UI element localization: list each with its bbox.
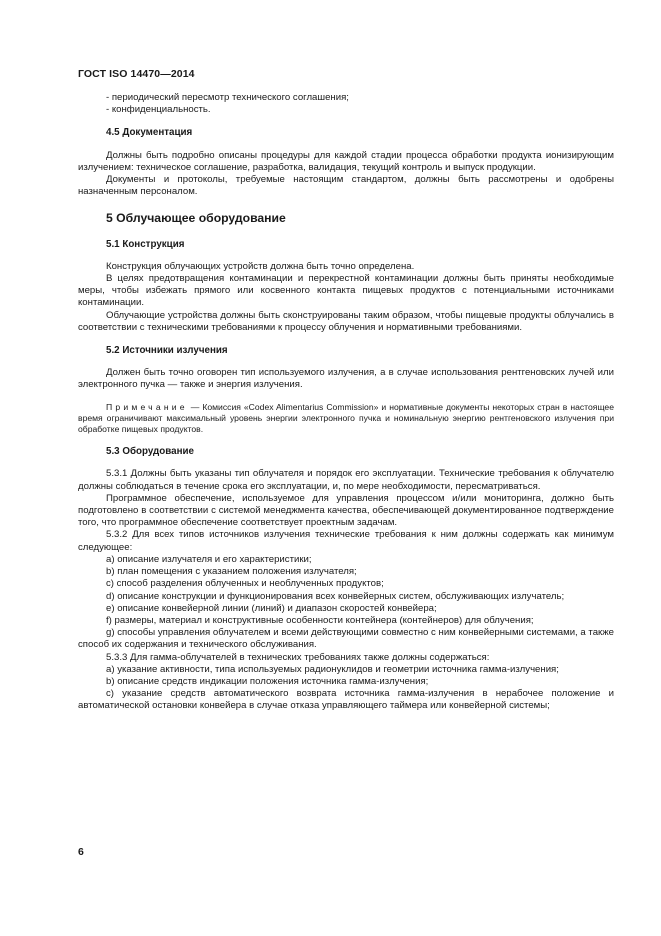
list-item: d) описание конструкции и функционирования всех конвейерных систем, обслуживающих излучатель; [106, 590, 565, 602]
list-item: f) размеры, материал и конструктивные особенности контейнера (контейнеров) для облучения; [106, 614, 534, 626]
list-item: b) план помещения с указанием положения излучателя; [106, 566, 357, 578]
paragraph: В целях предотвращения контаминации и перекрестной контаминации должны быть приняты необходимые меры, чтобы избежать прямого или косвенного контакта пищевых продуктов с потенциальными источниками контаминации. [78, 273, 614, 309]
section-heading-4-5: 4.5 Документация [106, 127, 193, 139]
list-item: - периодический пересмотр технического соглашения; [106, 92, 349, 103]
list-item: b) описание средств индикации положения источника гамма-излучения; [106, 675, 429, 687]
note-text: — Комиссия «Codex Alimentarius Commission» и нормативные документы некоторых стран в настоящее время ограничивают максимальный уровень энергии электронного пучка и номинальную энергию рентгеновского излучения при обработке пищевых продуктов. [78, 401, 614, 435]
paragraph: Программное обеспечение, используемое для управления процессом и/или мониторинга, должно быть подготовлено в соответствии с системой менеджмента качества, обеспечивающей документированное подтверждение того, что программное обеспечение соответствует проектным задачам. [78, 492, 614, 529]
paragraph: Облучающие устройства должны быть сконструированы таким образом, чтобы пищевые продукты облучались в соответствии с техническими требованиями к процессу облучения и нормативными требованиями. [78, 309, 614, 333]
list-item: c) способ разделения облученных и необлученных продуктов; [106, 578, 384, 590]
page-number: 6 [78, 846, 84, 858]
list-item: e) описание конвейерной линии (линий) и диапазон скоростей конвейера; [106, 602, 437, 614]
page-content [78, 92, 614, 713]
paragraph: Документы и протоколы, требуемые настоящим стандартом, должны быть рассмотрены и одобрены назначенным персоналом. [78, 174, 614, 198]
list-item: a) описание излучателя и его характеристики; [106, 553, 312, 565]
document-header: ГОСТ ISO 14470—2014 [78, 68, 195, 80]
list-item: g) способы управления облучателем и всеми действующими совместно с ним конвейерными системами, а также способ их содержания и технического обслуживания. [78, 627, 614, 651]
list-item: - конфиденциальность. [106, 104, 211, 116]
paragraph: 5.3.2 Для всех типов источников излучения технические требования к ним должны содержать как минимум следующее: [78, 529, 614, 553]
section-heading-5: 5 Облучающее оборудование [106, 211, 286, 226]
section-heading-5-3: 5.3 Оборудование [106, 446, 194, 458]
paragraph: Должен быть точно оговорен тип используемого излучения, а в случае использования рентгеновских лучей или электронного пучка — также и энергия излучения. [78, 367, 614, 391]
paragraph: 5.3.3 Для гамма-облучателей в технических требованиях также должны содержаться: [106, 651, 490, 663]
paragraph: Конструкция облучающих устройств должна быть точно определена. [106, 260, 415, 272]
section-heading-5-2: 5.2 Источники излучения [106, 345, 228, 357]
section-heading-5-1: 5.1 Конструкция [106, 238, 185, 250]
list-item: c) указание средств автоматического возврата источника гамма-излучения в нерабочее положение и автоматической остановки конвейера в случае отказа управляющего таймера или конвейерной системы; [78, 688, 614, 712]
paragraph: 5.3.1 Должны быть указаны тип облучателя и порядок его эксплуатации. Технические требования к облучателю должны соблюдаться в течение срока его эксплуатации, и, по мере необходимости, пересматриваться. [78, 468, 614, 492]
note [78, 402, 614, 436]
note-label: Примечание [106, 401, 188, 412]
paragraph: Должны быть подробно описаны процедуры для каждой стадии процесса обработки продукта ионизирующим излучением: техническое соглашение, разработка, валидация, текущий контроль и выпуск продукции. [78, 149, 614, 173]
list-item: a) указание активности, типа используемых радионуклидов и геометрии источника гамма-излучения; [106, 663, 559, 675]
